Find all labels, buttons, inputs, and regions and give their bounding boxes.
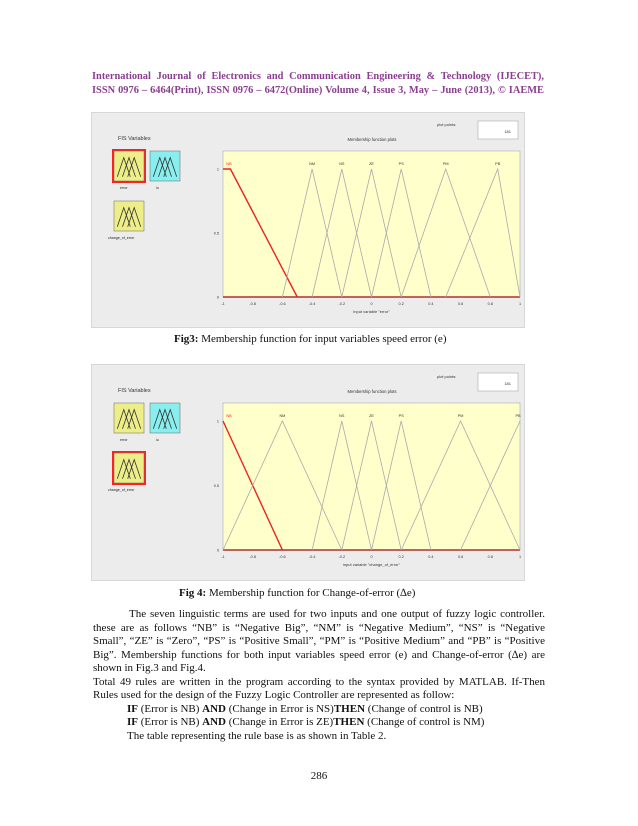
fig3-mf-label-NB: NB [226, 162, 232, 166]
fig3-x-tick-1: -0.8 [249, 302, 256, 306]
fig3-svg [92, 113, 524, 327]
figure-3-caption [174, 332, 446, 346]
fig4-x-tick-7: 0.4 [428, 555, 434, 559]
body-text [93, 608, 545, 743]
fig4-mf-title: Membership function plots [347, 389, 397, 394]
fig4-y-tick-0: 0 [216, 548, 219, 553]
fig3-x-tick-2: -0.6 [279, 302, 286, 306]
fig4-plot-points-value: 181 [504, 381, 511, 386]
fig3-var-label-2: change_of_error [108, 236, 135, 240]
fig3-x-tick-8: 0.6 [457, 302, 464, 306]
fig3-var-box-rect-0 [114, 151, 144, 181]
rule-1-c: (Change of control is NB) [365, 702, 483, 715]
fig3-mf-label-PB: PB [495, 162, 501, 166]
rule-2-a: (Error is NB) [138, 716, 203, 728]
fig3-fis-title: FIS Variables [118, 136, 151, 142]
fig3-mf-label-PS: PS [398, 162, 404, 166]
fig4-var-label-0: error [120, 438, 128, 442]
fig4-x-tick-2: -0.6 [279, 555, 286, 559]
fig4-y-tick-2: 1 [216, 419, 219, 424]
figure-3-caption-label: Fig3: [174, 333, 199, 345]
fig4-fis-title: FIS Variables [118, 388, 151, 394]
fig3-plot-points-value: 181 [504, 129, 511, 134]
fig4-var-label-2: change_of_error [108, 488, 135, 492]
figure-4-caption [179, 586, 415, 600]
fig4-plot-points-label: plot points: [437, 374, 457, 379]
rule-1-b: (Change in Error is NS) [226, 702, 334, 715]
fig4-x-tick-4: -0.2 [338, 555, 346, 559]
figure-4-caption-text: Membership function for Change-of-error (∆e) [206, 587, 416, 599]
fig3-var-label-1: iu [156, 186, 159, 190]
fig4-mf-label-ZE: ZE [369, 414, 374, 418]
fig4-var-box-rect-1 [150, 403, 180, 433]
fig3-var-box-rect-1 [150, 151, 180, 181]
figure-3-fis-editor [91, 112, 525, 328]
journal-header-line2: ISSN 0976 – 6464(Print), ISSN 0976 – 6472(Online) Volume 4, Issue 3, May – June (2013), © IAEME [92, 85, 544, 96]
fig3-plot-points-label: plot points: [437, 122, 457, 127]
fig4-x-tick-5: 0 [370, 555, 373, 559]
fig4-x-tick-8: 0.6 [457, 555, 464, 559]
fig4-plot-points-field [478, 373, 518, 391]
fig4-x-tick-10: 1 [518, 555, 522, 559]
fig4-x-tick-6: 0.2 [398, 555, 404, 559]
fig4-x-tick-9: 0.8 [487, 555, 493, 559]
fig3-mf-label-ZE: ZE [369, 162, 374, 166]
fig3-plot-points-field [478, 121, 518, 139]
paragraph-table-ref: The table representing the rule base is as shown in Table 2. [127, 729, 387, 742]
fig4-plot-area [223, 403, 520, 550]
rule-1-a: (Error is NB) [138, 702, 203, 715]
fig3-x-tick-5: 0 [370, 302, 373, 306]
fig4-var-label-1: iu [156, 438, 159, 442]
fig4-mf-label-PB: PB [515, 414, 521, 418]
rule-1-then: THEN [333, 702, 366, 715]
fig4-x-tick-3: -0.4 [308, 555, 316, 559]
fig3-x-tick-6: 0.2 [398, 302, 404, 306]
rule-1-if: IF [127, 702, 138, 715]
rule-2 [93, 716, 545, 730]
fig4-mf-label-PS: PS [398, 414, 404, 418]
fig3-x-tick-7: 0.4 [428, 302, 434, 306]
fig3-var-label-0: error [120, 186, 128, 190]
fig3-x-tick-4: -0.2 [338, 302, 346, 306]
fig3-x-label: input variable "error" [353, 309, 390, 314]
rule-2-then: THEN [333, 716, 365, 728]
fig4-mf-label-PM: PM [457, 414, 464, 418]
fig4-var-box-rect-0 [114, 403, 144, 433]
rule-2-if: IF [127, 716, 138, 728]
fig3-x-tick-3: -0.4 [308, 302, 316, 306]
fig3-y-tick-1: 0.5 [213, 231, 219, 236]
rule-2-b: (Change in Error is ZE) [226, 716, 334, 728]
fig3-x-tick-0: -1 [221, 302, 225, 306]
journal-header-line1: International Journal of Electronics and Communication Engineering & Technology (IJECET), [92, 71, 544, 82]
fig4-x-tick-0: -1 [221, 555, 225, 559]
fig4-x-tick-1: -0.8 [249, 555, 256, 559]
rule-2-c: (Change of control is NM) [364, 716, 485, 728]
fig3-y-tick-2: 1 [216, 167, 219, 172]
figure-4-caption-label: Fig 4: [179, 587, 207, 599]
figure-4-fis-editor [91, 364, 525, 581]
fig4-mf-label-NB: NB [226, 414, 232, 418]
fig3-x-tick-9: 0.8 [487, 302, 493, 306]
paragraph-rules-intro: Total 49 rules are written in the program according to the syntax provided by MATLAB. If-Then Rules used for the design of the Fuzzy Logic Controller are represented as follow: [93, 675, 545, 701]
rule-1-and: AND [202, 702, 226, 715]
fig3-x-tick-10: 1 [518, 302, 522, 306]
page-number: 286 [310, 770, 328, 782]
rule-1 [93, 703, 545, 717]
journal-header [92, 70, 544, 98]
fig3-mf-label-PM: PM [442, 162, 449, 166]
fig4-mf-label-NS: NS [339, 414, 345, 418]
fig3-mf-title: Membership function plots [347, 137, 397, 142]
fig4-svg [92, 365, 524, 580]
fig3-mf-label-NM: NM [309, 162, 316, 166]
fig4-var-box-rect-2 [114, 453, 144, 483]
paragraph-linguistic-terms: The seven linguistic terms are used for two inputs and one output of fuzzy logic controller. these are as follows “NB” is “Negative Big”, “NM” is “Negative Medium”, “NS” is “Negative Small”, “ZE” is “Zero”, “PS” is “Positive Small”, “PM” is “Positive Medium” and “PB” is “Positive Big”. Membership functions for both input variables speed error (e) and Change-of-error (∆e) are shown in Fig.3 and Fig.4. [93, 608, 545, 674]
fig4-mf-label-NM: NM [279, 414, 286, 418]
fig3-mf-label-NS: NS [339, 162, 345, 166]
fig3-y-tick-0: 0 [216, 295, 219, 300]
fig4-y-tick-1: 0.5 [213, 484, 219, 488]
fig4-x-label: input variable "change_of_error" [342, 562, 401, 567]
figure-3-caption-text: Membership function for input variables speed error (e) [198, 333, 447, 345]
fig3-var-box-rect-2 [114, 201, 144, 231]
rule-2-and: AND [202, 716, 226, 728]
